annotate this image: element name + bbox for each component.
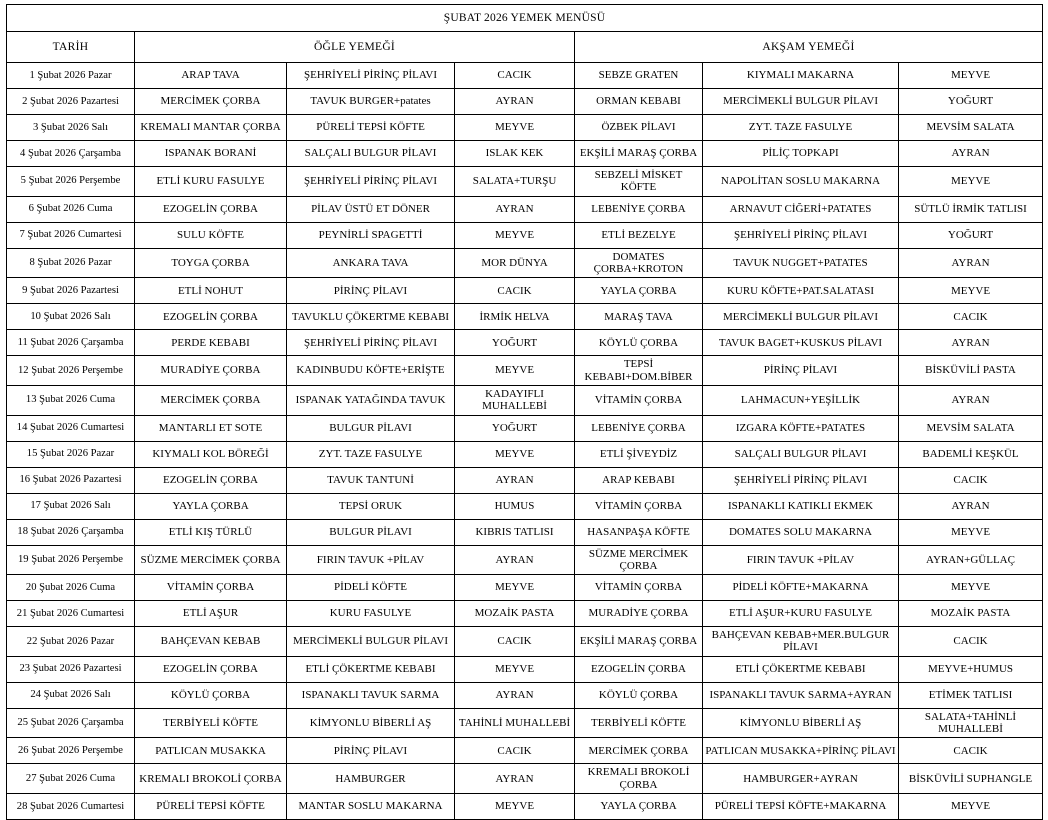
cell-dinner3: BİSKÜVİLİ PASTA <box>899 356 1043 386</box>
cell-lunch1: SULU KÖFTE <box>135 222 287 248</box>
cell-date: 7 Şubat 2026 Cumartesi <box>7 222 135 248</box>
cell-dinner3: SÜTLÜ İRMİK TATLISI <box>899 196 1043 222</box>
cell-dinner1: ETLİ ŞİVEYDİZ <box>575 441 703 467</box>
cell-dinner2: IZGARA KÖFTE+PATATES <box>703 415 899 441</box>
cell-dinner2: ISPANAKLI KATIKLI EKMEK <box>703 493 899 519</box>
cell-dinner2: BAHÇEVAN KEBAB+MER.BULGUR PİLAVI <box>703 627 899 657</box>
cell-lunch3: AYRAN <box>455 467 575 493</box>
cell-date: 4 Şubat 2026 Çarşamba <box>7 141 135 167</box>
cell-date: 17 Şubat 2026 Salı <box>7 493 135 519</box>
cell-lunch1: TOYGA ÇORBA <box>135 248 287 278</box>
cell-date: 12 Şubat 2026 Perşembe <box>7 356 135 386</box>
cell-lunch3: MEYVE <box>455 222 575 248</box>
cell-lunch2: HAMBURGER <box>287 764 455 794</box>
cell-dinner3: CACIK <box>899 467 1043 493</box>
cell-dinner1: EKŞİLİ MARAŞ ÇORBA <box>575 141 703 167</box>
cell-dinner1: VİTAMİN ÇORBA <box>575 385 703 415</box>
cell-dinner3: MOZAİK PASTA <box>899 601 1043 627</box>
cell-dinner1: YAYLA ÇORBA <box>575 794 703 820</box>
table-row <box>7 167 1043 197</box>
cell-dinner1: VİTAMİN ÇORBA <box>575 575 703 601</box>
table-row <box>7 519 1043 545</box>
menu-table <box>6 4 1043 820</box>
cell-dinner2: ETLİ AŞUR+KURU FASULYE <box>703 601 899 627</box>
cell-date: 14 Şubat 2026 Cumartesi <box>7 415 135 441</box>
cell-lunch3: MEYVE <box>455 441 575 467</box>
cell-dinner3: AYRAN <box>899 330 1043 356</box>
cell-dinner2: ARNAVUT CİĞERİ+PATATES <box>703 196 899 222</box>
cell-lunch2: ANKARA TAVA <box>287 248 455 278</box>
cell-dinner1: ARAP KEBABI <box>575 467 703 493</box>
table-row <box>7 278 1043 304</box>
cell-dinner1: ETLİ BEZELYE <box>575 222 703 248</box>
cell-lunch1: KREMALI BROKOLİ ÇORBA <box>135 764 287 794</box>
cell-lunch2: KADINBUDU KÖFTE+ERİŞTE <box>287 356 455 386</box>
cell-lunch3: MEYVE <box>455 575 575 601</box>
cell-date: 25 Şubat 2026 Çarşamba <box>7 708 135 738</box>
cell-date: 13 Şubat 2026 Cuma <box>7 385 135 415</box>
cell-dinner3: BADEMLİ KEŞKÜL <box>899 441 1043 467</box>
cell-lunch2: PİDELİ KÖFTE <box>287 575 455 601</box>
cell-lunch3: MEYVE <box>455 794 575 820</box>
cell-date: 5 Şubat 2026 Perşembe <box>7 167 135 197</box>
cell-dinner2: LAHMACUN+YEŞİLLİK <box>703 385 899 415</box>
header-row <box>7 32 1043 63</box>
cell-dinner1: MARAŞ TAVA <box>575 304 703 330</box>
cell-lunch1: VİTAMİN ÇORBA <box>135 575 287 601</box>
cell-lunch2: TAVUKLU ÇÖKERTME KEBABI <box>287 304 455 330</box>
cell-dinner3: YOĞURT <box>899 222 1043 248</box>
cell-lunch2: KİMYONLU BİBERLİ AŞ <box>287 708 455 738</box>
cell-lunch3: CACIK <box>455 63 575 89</box>
cell-lunch1: KREMALI MANTAR ÇORBA <box>135 115 287 141</box>
cell-date: 28 Şubat 2026 Cumartesi <box>7 794 135 820</box>
cell-dinner1: SEBZELİ MİSKET KÖFTE <box>575 167 703 197</box>
cell-dinner1: KÖYLÜ ÇORBA <box>575 682 703 708</box>
cell-lunch2: ŞEHRİYELİ PİRİNÇ PİLAVI <box>287 330 455 356</box>
cell-date: 16 Şubat 2026 Pazartesi <box>7 467 135 493</box>
cell-lunch3: MEYVE <box>455 115 575 141</box>
cell-dinner2: TAVUK NUGGET+PATATES <box>703 248 899 278</box>
cell-lunch2: KURU FASULYE <box>287 601 455 627</box>
cell-dinner2: PÜRELİ TEPSİ KÖFTE+MAKARNA <box>703 794 899 820</box>
cell-dinner3: MEYVE <box>899 794 1043 820</box>
table-row <box>7 141 1043 167</box>
cell-lunch2: ŞEHRİYELİ PİRİNÇ PİLAVI <box>287 167 455 197</box>
cell-dinner1: MERCİMEK ÇORBA <box>575 738 703 764</box>
cell-dinner2: ETLİ ÇÖKERTME KEBABI <box>703 656 899 682</box>
cell-lunch2: ISPANAKLI TAVUK SARMA <box>287 682 455 708</box>
cell-date: 3 Şubat 2026 Salı <box>7 115 135 141</box>
cell-dinner2: DOMATES SOLU MAKARNA <box>703 519 899 545</box>
cell-lunch2: ISPANAK YATAĞINDA TAVUK <box>287 385 455 415</box>
table-row <box>7 115 1043 141</box>
cell-dinner1: SÜZME MERCİMEK ÇORBA <box>575 545 703 575</box>
cell-lunch3: CACIK <box>455 627 575 657</box>
cell-dinner2: ŞEHRİYELİ PİRİNÇ PİLAVI <box>703 222 899 248</box>
cell-dinner1: KÖYLÜ ÇORBA <box>575 330 703 356</box>
cell-lunch1: ARAP TAVA <box>135 63 287 89</box>
cell-lunch3: MEYVE <box>455 356 575 386</box>
cell-dinner3: AYRAN <box>899 141 1043 167</box>
cell-dinner3: MEYVE <box>899 63 1043 89</box>
cell-dinner3: MEYVE <box>899 167 1043 197</box>
cell-dinner2: TAVUK BAGET+KUSKUS PİLAVI <box>703 330 899 356</box>
cell-date: 1 Şubat 2026 Pazar <box>7 63 135 89</box>
cell-date: 11 Şubat 2026 Çarşamba <box>7 330 135 356</box>
cell-lunch1: MERCİMEK ÇORBA <box>135 385 287 415</box>
cell-lunch1: EZOGELİN ÇORBA <box>135 304 287 330</box>
cell-lunch2: TAVUK BURGER+patates <box>287 89 455 115</box>
cell-dinner1: YAYLA ÇORBA <box>575 278 703 304</box>
cell-dinner1: ORMAN KEBABI <box>575 89 703 115</box>
cell-dinner3: MEYVE <box>899 519 1043 545</box>
cell-dinner3: AYRAN+GÜLLAÇ <box>899 545 1043 575</box>
cell-date: 21 Şubat 2026 Cumartesi <box>7 601 135 627</box>
cell-lunch2: TAVUK TANTUNİ <box>287 467 455 493</box>
cell-lunch3: KIBRIS TATLISI <box>455 519 575 545</box>
cell-lunch1: ETLİ AŞUR <box>135 601 287 627</box>
cell-lunch3: TAHİNLİ MUHALLEBİ <box>455 708 575 738</box>
cell-dinner1: LEBENİYE ÇORBA <box>575 415 703 441</box>
cell-lunch1: PÜRELİ TEPSİ KÖFTE <box>135 794 287 820</box>
cell-lunch2: FIRIN TAVUK +PİLAV <box>287 545 455 575</box>
table-row <box>7 63 1043 89</box>
cell-lunch3: İRMİK HELVA <box>455 304 575 330</box>
cell-lunch3: KADAYIFLI MUHALLEBİ <box>455 385 575 415</box>
cell-date: 23 Şubat 2026 Pazartesi <box>7 656 135 682</box>
cell-date: 18 Şubat 2026 Çarşamba <box>7 519 135 545</box>
cell-dinner2: PATLICAN MUSAKKA+PİRİNÇ PİLAVI <box>703 738 899 764</box>
cell-lunch1: TERBİYELİ KÖFTE <box>135 708 287 738</box>
table-row <box>7 627 1043 657</box>
cell-lunch1: BAHÇEVAN KEBAB <box>135 627 287 657</box>
table-row <box>7 493 1043 519</box>
cell-lunch1: ETLİ KIŞ TÜRLÜ <box>135 519 287 545</box>
cell-dinner2: PİDELİ KÖFTE+MAKARNA <box>703 575 899 601</box>
cell-dinner1: HASANPAŞA KÖFTE <box>575 519 703 545</box>
table-row <box>7 575 1043 601</box>
cell-date: 2 Şubat 2026 Pazartesi <box>7 89 135 115</box>
cell-lunch2: TEPSİ ORUK <box>287 493 455 519</box>
cell-dinner1: LEBENİYE ÇORBA <box>575 196 703 222</box>
table-row <box>7 441 1043 467</box>
cell-lunch1: MERCİMEK ÇORBA <box>135 89 287 115</box>
cell-lunch1: ETLİ KURU FASULYE <box>135 167 287 197</box>
menu-table-body <box>7 5 1043 820</box>
cell-dinner2: NAPOLİTAN SOSLU MAKARNA <box>703 167 899 197</box>
cell-dinner3: AYRAN <box>899 385 1043 415</box>
cell-date: 26 Şubat 2026 Perşembe <box>7 738 135 764</box>
cell-dinner3: CACIK <box>899 627 1043 657</box>
cell-lunch3: MEYVE <box>455 656 575 682</box>
cell-dinner2: HAMBURGER+AYRAN <box>703 764 899 794</box>
cell-dinner1: VİTAMİN ÇORBA <box>575 493 703 519</box>
cell-lunch1: KÖYLÜ ÇORBA <box>135 682 287 708</box>
cell-lunch2: ZYT. TAZE FASULYE <box>287 441 455 467</box>
cell-dinner1: KREMALI BROKOLİ ÇORBA <box>575 764 703 794</box>
table-row <box>7 467 1043 493</box>
cell-dinner3: MEYVE+HUMUS <box>899 656 1043 682</box>
cell-dinner2: PİLİÇ TOPKAPI <box>703 141 899 167</box>
cell-lunch1: EZOGELİN ÇORBA <box>135 196 287 222</box>
cell-dinner1: EKŞİLİ MARAŞ ÇORBA <box>575 627 703 657</box>
cell-dinner2: KİMYONLU BİBERLİ AŞ <box>703 708 899 738</box>
cell-lunch1: ISPANAK BORANİ <box>135 141 287 167</box>
cell-dinner1: ÖZBEK PİLAVI <box>575 115 703 141</box>
cell-lunch3: CACIK <box>455 738 575 764</box>
title-row <box>7 5 1043 32</box>
cell-dinner2: ISPANAKLI TAVUK SARMA+AYRAN <box>703 682 899 708</box>
cell-date: 9 Şubat 2026 Pazartesi <box>7 278 135 304</box>
document-title: ŞUBAT 2026 YEMEK MENÜSÜ <box>7 5 1043 32</box>
cell-dinner3: MEYVE <box>899 575 1043 601</box>
cell-date: 20 Şubat 2026 Cuma <box>7 575 135 601</box>
cell-lunch3: AYRAN <box>455 764 575 794</box>
cell-dinner2: ŞEHRİYELİ PİRİNÇ PİLAVI <box>703 467 899 493</box>
cell-lunch1: PERDE KEBABI <box>135 330 287 356</box>
cell-lunch1: MANTARLI ET SOTE <box>135 415 287 441</box>
cell-lunch2: PİLAV ÜSTÜ ET DÖNER <box>287 196 455 222</box>
cell-dinner2: KIYMALI MAKARNA <box>703 63 899 89</box>
cell-lunch1: YAYLA ÇORBA <box>135 493 287 519</box>
cell-lunch1: KIYMALI KOL BÖREĞİ <box>135 441 287 467</box>
cell-dinner3: YOĞURT <box>899 89 1043 115</box>
cell-dinner3: MEVSİM SALATA <box>899 415 1043 441</box>
cell-dinner2: FIRIN TAVUK +PİLAV <box>703 545 899 575</box>
table-row <box>7 682 1043 708</box>
table-row <box>7 89 1043 115</box>
cell-dinner3: AYRAN <box>899 493 1043 519</box>
cell-lunch3: MOR DÜNYA <box>455 248 575 278</box>
table-row <box>7 415 1043 441</box>
column-header-date: TARİH <box>7 32 135 63</box>
cell-lunch2: PİRİNÇ PİLAVI <box>287 738 455 764</box>
column-header-dinner: AKŞAM YEMEĞİ <box>575 32 1043 63</box>
cell-lunch3: AYRAN <box>455 682 575 708</box>
cell-dinner2: MERCİMEKLİ BULGUR PİLAVI <box>703 89 899 115</box>
table-row <box>7 794 1043 820</box>
cell-lunch1: EZOGELİN ÇORBA <box>135 467 287 493</box>
cell-dinner3: SALATA+TAHİNLİ MUHALLEBİ <box>899 708 1043 738</box>
cell-lunch3: CACIK <box>455 278 575 304</box>
cell-date: 22 Şubat 2026 Pazar <box>7 627 135 657</box>
cell-lunch3: AYRAN <box>455 196 575 222</box>
cell-lunch2: PİRİNÇ PİLAVI <box>287 278 455 304</box>
cell-dinner2: SALÇALI BULGUR PİLAVI <box>703 441 899 467</box>
cell-dinner1: DOMATES ÇORBA+KROTON <box>575 248 703 278</box>
cell-dinner1: TERBİYELİ KÖFTE <box>575 708 703 738</box>
cell-date: 19 Şubat 2026 Perşembe <box>7 545 135 575</box>
cell-date: 15 Şubat 2026 Pazar <box>7 441 135 467</box>
table-row <box>7 738 1043 764</box>
cell-lunch3: SALATA+TURŞU <box>455 167 575 197</box>
cell-date: 6 Şubat 2026 Cuma <box>7 196 135 222</box>
cell-date: 24 Şubat 2026 Salı <box>7 682 135 708</box>
cell-lunch3: YOĞURT <box>455 415 575 441</box>
cell-dinner3: MEVSİM SALATA <box>899 115 1043 141</box>
table-row <box>7 304 1043 330</box>
cell-lunch3: HUMUS <box>455 493 575 519</box>
cell-dinner3: CACIK <box>899 304 1043 330</box>
cell-lunch1: ETLİ NOHUT <box>135 278 287 304</box>
cell-lunch1: EZOGELİN ÇORBA <box>135 656 287 682</box>
cell-date: 27 Şubat 2026 Cuma <box>7 764 135 794</box>
cell-dinner3: MEYVE <box>899 278 1043 304</box>
cell-lunch2: ŞEHRİYELİ PİRİNÇ PİLAVI <box>287 63 455 89</box>
cell-dinner2: PİRİNÇ PİLAVI <box>703 356 899 386</box>
cell-lunch3: ISLAK KEK <box>455 141 575 167</box>
table-row <box>7 356 1043 386</box>
cell-dinner2: ZYT. TAZE FASULYE <box>703 115 899 141</box>
cell-dinner1: EZOGELİN ÇORBA <box>575 656 703 682</box>
cell-dinner1: MURADİYE ÇORBA <box>575 601 703 627</box>
cell-dinner1: TEPSİ KEBABI+DOM.BİBER <box>575 356 703 386</box>
cell-dinner2: KURU KÖFTE+PAT.SALATASI <box>703 278 899 304</box>
table-row <box>7 545 1043 575</box>
table-row <box>7 222 1043 248</box>
table-row <box>7 656 1043 682</box>
cell-lunch2: PEYNİRLİ SPAGETTİ <box>287 222 455 248</box>
cell-lunch1: PATLICAN MUSAKKA <box>135 738 287 764</box>
cell-lunch2: MERCİMEKLİ BULGUR PİLAVI <box>287 627 455 657</box>
cell-lunch2: PÜRELİ TEPSİ KÖFTE <box>287 115 455 141</box>
table-row <box>7 330 1043 356</box>
cell-dinner1: SEBZE GRATEN <box>575 63 703 89</box>
table-row <box>7 196 1043 222</box>
cell-lunch2: ETLİ ÇÖKERTME KEBABI <box>287 656 455 682</box>
column-header-lunch: ÖĞLE YEMEĞİ <box>135 32 575 63</box>
cell-dinner3: BİSKÜVİLİ SUPHANGLE <box>899 764 1043 794</box>
table-row <box>7 385 1043 415</box>
cell-lunch2: MANTAR SOSLU MAKARNA <box>287 794 455 820</box>
table-row <box>7 248 1043 278</box>
cell-lunch3: AYRAN <box>455 89 575 115</box>
cell-lunch2: BULGUR PİLAVI <box>287 519 455 545</box>
cell-lunch3: YOĞURT <box>455 330 575 356</box>
cell-date: 10 Şubat 2026 Salı <box>7 304 135 330</box>
table-row <box>7 601 1043 627</box>
cell-lunch3: AYRAN <box>455 545 575 575</box>
cell-dinner3: CACIK <box>899 738 1043 764</box>
cell-dinner3: ETİMEK TATLISI <box>899 682 1043 708</box>
cell-dinner2: MERCİMEKLİ BULGUR PİLAVI <box>703 304 899 330</box>
cell-lunch1: SÜZME MERCİMEK ÇORBA <box>135 545 287 575</box>
cell-lunch2: SALÇALI BULGUR PİLAVI <box>287 141 455 167</box>
cell-lunch1: MURADİYE ÇORBA <box>135 356 287 386</box>
table-row <box>7 708 1043 738</box>
cell-date: 8 Şubat 2026 Pazar <box>7 248 135 278</box>
cell-lunch3: MOZAİK PASTA <box>455 601 575 627</box>
cell-lunch2: BULGUR PİLAVI <box>287 415 455 441</box>
cell-dinner3: AYRAN <box>899 248 1043 278</box>
